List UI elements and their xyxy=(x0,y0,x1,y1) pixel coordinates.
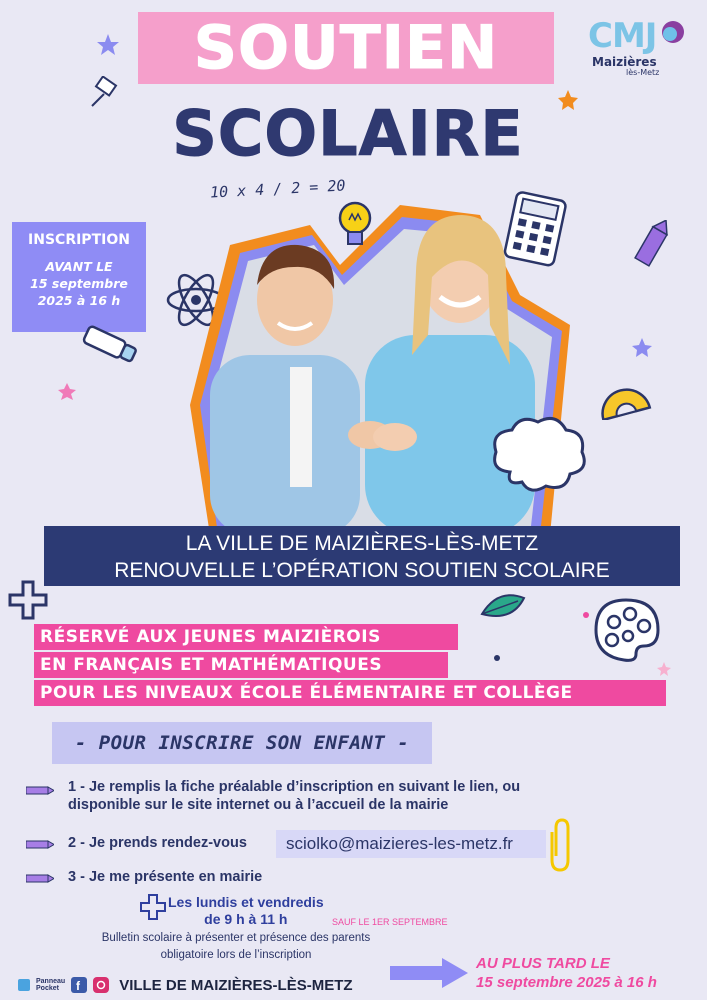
inscription-line3: 2025 à 16 h xyxy=(37,293,121,308)
crayon-icon xyxy=(626,220,674,276)
schedule-exception: SAUF LE 1ER SEPTEMBRE xyxy=(332,917,448,927)
plus-icon xyxy=(8,580,48,620)
lightbulb-icon xyxy=(330,196,380,256)
panneau-pocket-label xyxy=(36,978,65,992)
announcement-banner xyxy=(44,526,680,586)
banner-line2: RENOUVELLE L’OPÉRATION SOUTIEN SCOLAIRE xyxy=(114,559,610,582)
audience-line-2: EN FRANÇAIS ET MATHÉMATIQUES xyxy=(34,652,448,678)
footer-town-name: VILLE DE MAIZIÈRES-LÈS-METZ xyxy=(119,976,353,994)
calculator-icon xyxy=(500,190,572,270)
step-2: 2 - Je prends rendez-vous xyxy=(68,835,247,851)
star-icon xyxy=(558,90,578,110)
star-icon xyxy=(632,338,652,357)
footer xyxy=(18,974,353,996)
glue-stick-icon xyxy=(78,322,144,368)
schedule-days xyxy=(168,894,324,928)
logo-town-suffix: lès-Metz xyxy=(626,68,660,77)
crayon-bullet-icon xyxy=(26,874,54,883)
protractor-icon xyxy=(596,374,652,420)
panneau-text: Panneau xyxy=(36,978,66,985)
svg-text:f: f xyxy=(76,979,81,993)
step-3: 3 - Je me présente en mairie xyxy=(68,869,263,885)
title-line2: SCOLAIRE xyxy=(172,96,524,170)
crayon-bullet-icon xyxy=(26,786,54,795)
facebook-icon[interactable] xyxy=(71,977,87,993)
deadline xyxy=(476,954,657,992)
palette-icon xyxy=(592,596,662,664)
title-line1-box xyxy=(138,12,554,84)
crayon-bullet-icon xyxy=(26,840,54,849)
step-1-line2: disponible sur le site internet ou à l’accueil de la mairie xyxy=(68,797,449,813)
star-icon xyxy=(97,34,119,55)
audience-line-1: RÉSERVÉ AUX JEUNES MAIZIÈROIS xyxy=(34,624,458,650)
panneau-pocket-icon xyxy=(18,978,30,992)
how-to-heading: - POUR INSCRIRE SON ENFANT - xyxy=(52,722,432,764)
inscription-line2: 15 septembre xyxy=(30,276,128,291)
banner-line1: LA VILLE DE MAIZIÈRES-LÈS-METZ xyxy=(185,532,539,555)
logo-town: Maizières xyxy=(592,55,657,69)
schedule-hours: de 9 h à 11 h xyxy=(204,911,288,927)
inscription-title: INSCRIPTION xyxy=(28,232,130,248)
contact-email-link[interactable]: sciolko@maizieres-les-metz.fr xyxy=(276,830,546,858)
step-1-line1: 1 - Je remplis la fiche préalable d’inscription en suivant le lien, ou xyxy=(68,779,521,795)
pushpin-icon xyxy=(86,76,130,112)
star-icon xyxy=(657,662,671,676)
instagram-icon[interactable] xyxy=(93,977,109,993)
step-1 xyxy=(68,778,588,814)
math-formula: 10 x 4 / 2 = 20 xyxy=(209,176,346,202)
deadline-line1: AU PLUS TARD LE xyxy=(476,955,610,972)
cmj-logo xyxy=(588,16,688,86)
schedule-note-line1: Bulletin scolaire à présenter et présence des parents xyxy=(101,932,371,944)
inscription-box xyxy=(12,222,146,332)
inscription-line1: AVANT LE xyxy=(45,259,113,274)
audience-line-3: POUR LES NIVEAUX ÉCOLE ÉLÉMENTAIRE ET COLLÈGE xyxy=(34,680,666,706)
logo-face-icon xyxy=(660,18,686,50)
cloud-icon xyxy=(486,412,590,498)
title-line2-box xyxy=(138,96,558,170)
schedule-days-text: Les lundis et vendredis xyxy=(168,894,324,910)
logo-brand: CMJ xyxy=(588,16,657,56)
schedule-note-line2: obligatoire lors de l’inscription xyxy=(160,949,312,961)
leaf-icon xyxy=(478,592,528,622)
plus-icon xyxy=(140,894,166,920)
deadline-line2: 15 septembre 2025 à 16 h xyxy=(476,974,657,991)
title-line1: SOUTIEN xyxy=(193,13,499,83)
pocket-text: Pocket xyxy=(36,985,59,992)
arrow-right-icon xyxy=(390,956,470,990)
star-icon xyxy=(58,383,76,400)
schedule-note xyxy=(86,930,386,964)
paperclip-icon xyxy=(548,816,576,874)
